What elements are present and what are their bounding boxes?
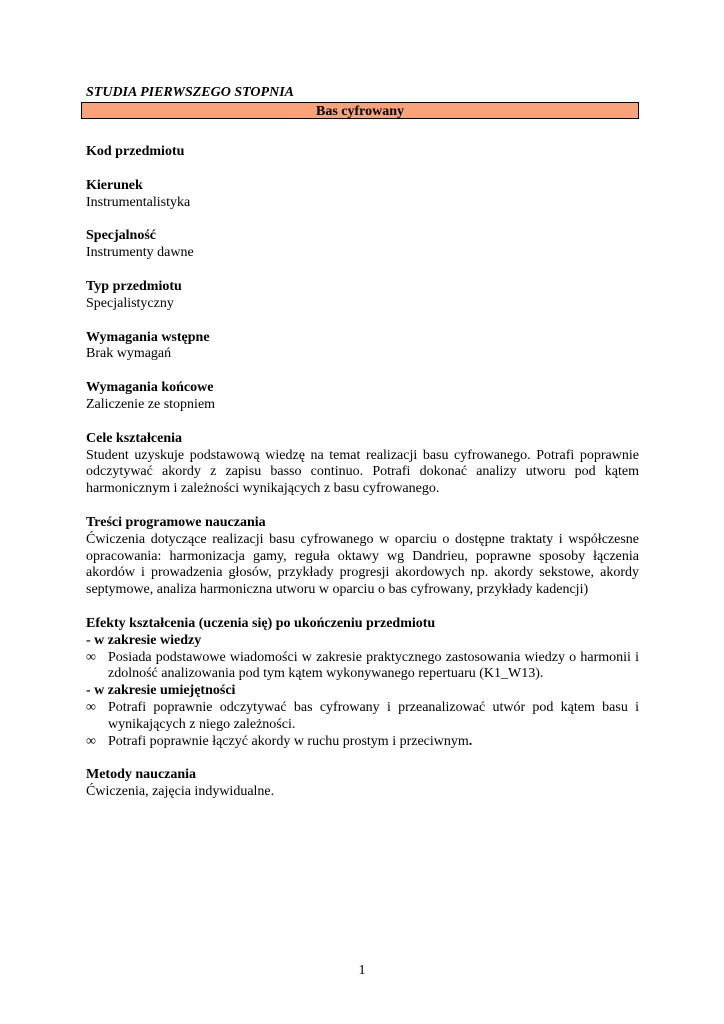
metody-heading: Metody nauczania bbox=[86, 767, 197, 783]
umiejetnosci-list bbox=[86, 700, 639, 750]
umiejetnosci-item-text: Potrafi poprawnie odczytywać bas cyfrowany i przeanalizować utwór pod kątem basu i wynikających z niego zależności. bbox=[108, 699, 639, 732]
infinity-bullet-icon: ∞ bbox=[86, 699, 96, 715]
umiejetnosci-item-text: Potrafi poprawnie łączyć akordy w ruchu prostym i przeciwnym bbox=[108, 733, 469, 749]
section-specjalnosc bbox=[86, 228, 639, 262]
metody-value: Ćwiczenia, zajęcia indywidualne. bbox=[86, 784, 275, 800]
cele-heading: Cele kształcenia bbox=[86, 430, 183, 446]
tresci-text: Ćwiczenia dotyczące realizacji basu cyfrowanego w oparciu o dostępne traktaty i współczesne opracowania: harmonizacja gamy, reguła oktawy wg Dandrieu, poprawne sposoby łączenia akordów i prowadzenia głosów, przykłady progresji akordowych np. akordy sekstowe, akordy septymowe, analiza harmoniczna utworu w oparciu o bas cyfrowany, przykłady kadencji) bbox=[86, 531, 639, 598]
section-metody bbox=[86, 767, 639, 801]
wiedza-label: - w zakresie wiedzy bbox=[86, 632, 202, 648]
wymagania-wstepne-value: Brak wymagań bbox=[86, 346, 172, 362]
wiedza-list bbox=[86, 650, 639, 684]
section-typ bbox=[86, 279, 639, 313]
section-kod bbox=[86, 144, 639, 161]
document-page bbox=[86, 85, 639, 801]
section-wymagania-koncowe bbox=[86, 380, 639, 414]
wiedza-item-text: Posiada podstawowe wiadomości w zakresie praktycznego zastosowania wiedzy o harmonii i zdolność analizowania pod tym kątem wykonywanego repertuaru (K1_W13). bbox=[108, 649, 639, 682]
list-item bbox=[86, 700, 639, 734]
section-efekty bbox=[86, 616, 639, 750]
list-item bbox=[86, 650, 639, 684]
page-number: 1 bbox=[358, 963, 366, 978]
wymagania-koncowe-value: Zaliczenie ze stopniem bbox=[86, 396, 216, 412]
specjalnosc-value: Instrumenty dawne bbox=[86, 245, 194, 261]
section-tresci bbox=[86, 515, 639, 599]
section-cele bbox=[86, 431, 639, 498]
list-item bbox=[86, 734, 639, 751]
infinity-bullet-icon: ∞ bbox=[86, 649, 96, 665]
infinity-bullet-icon: ∞ bbox=[86, 733, 96, 749]
specjalnosc-heading: Specjalność bbox=[86, 228, 156, 244]
kierunek-value: Instrumentalistyka bbox=[86, 194, 191, 210]
efekty-heading: Efekty kształcenia (uczenia się) po ukończeniu przedmiotu bbox=[86, 615, 436, 631]
course-title-bar: Bas cyfrowany bbox=[81, 102, 639, 119]
kierunek-heading: Kierunek bbox=[86, 177, 143, 193]
bold-period: . bbox=[468, 733, 473, 749]
typ-value: Specjalistyczny bbox=[86, 295, 174, 311]
tresci-heading: Treści programowe nauczania bbox=[86, 514, 266, 530]
typ-heading: Typ przedmiotu bbox=[86, 278, 182, 294]
cele-text: Student uzyskuje podstawową wiedzę na temat realizacji basu cyfrowanego. Potrafi poprawnie odczytywać akordy z zapisu basso continuo. Potrafi dokonać analizy utworu pod kątem harmonicznym i zależności wynikających z basu cyfrowanego. bbox=[86, 447, 639, 497]
section-wymagania-wstepne bbox=[86, 330, 639, 364]
section-kierunek bbox=[86, 178, 639, 212]
wymagania-wstepne-heading: Wymagania wstępne bbox=[86, 329, 210, 345]
study-level-heading: STUDIA PIERWSZEGO STOPNIA bbox=[86, 85, 294, 100]
umiejetnosci-label: - w zakresie umiejętności bbox=[86, 683, 236, 699]
wymagania-koncowe-heading: Wymagania końcowe bbox=[86, 380, 214, 396]
kod-heading: Kod przedmiotu bbox=[86, 144, 185, 159]
